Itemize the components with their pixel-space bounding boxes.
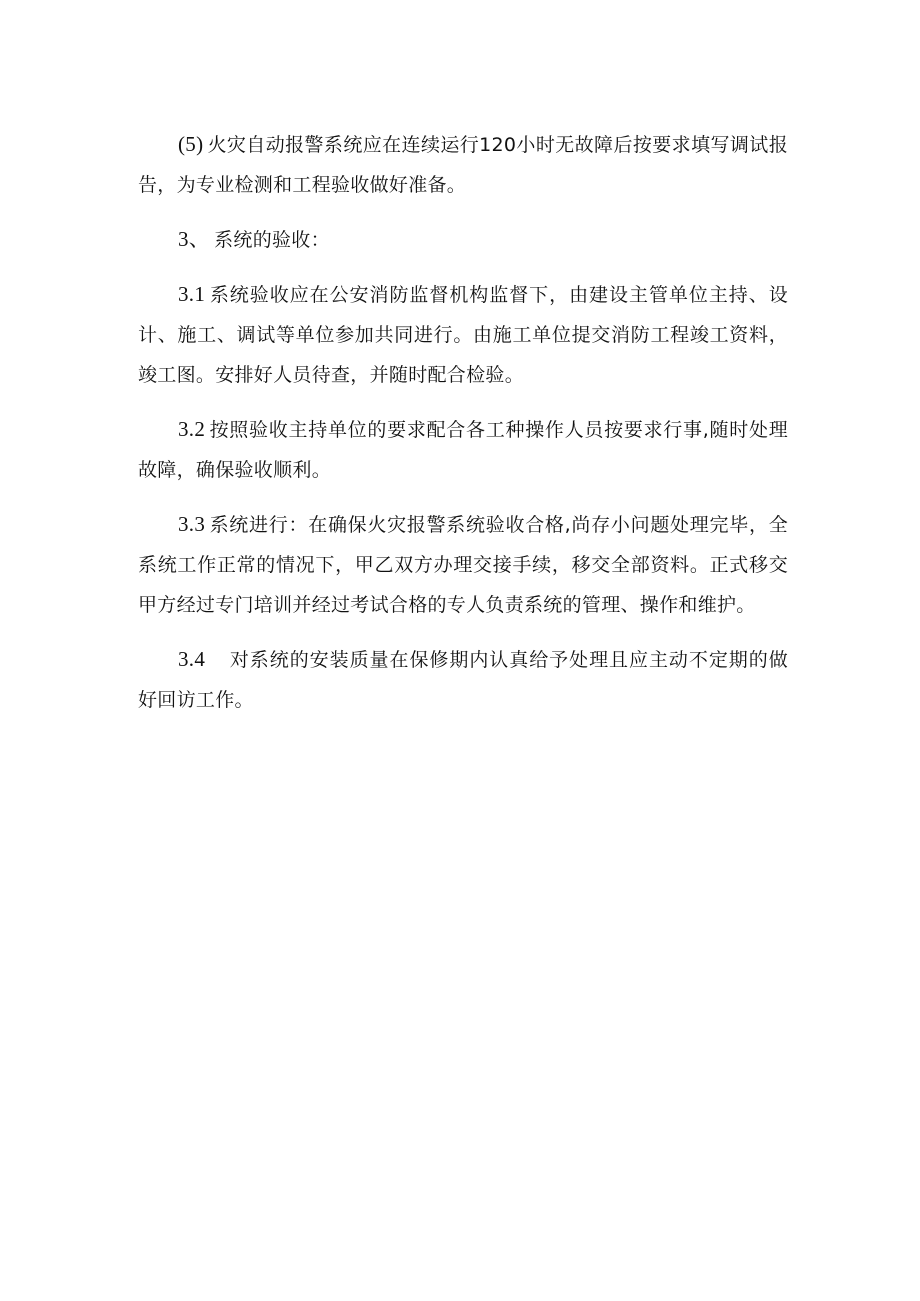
paragraph-3-2 <box>138 409 788 490</box>
section-number: 3、 <box>178 227 211 251</box>
section-title: 系统的验收： <box>214 229 330 251</box>
paragraph-number: 3.2 <box>178 417 206 441</box>
paragraph-number: 3.4 <box>178 647 206 671</box>
paragraph-3-1 <box>138 274 788 395</box>
paragraph-text: 对系统的安装质量在保修期内认真给予处理且应主动不定期的做好回访工作。 <box>138 649 788 711</box>
document-body <box>138 124 788 734</box>
paragraph-number: 3.3 <box>178 512 206 536</box>
paragraph-text: 系统验收应在公安消防监督机构监督下，由建设主管单位主持、设计、施工、调试等单位参加共同进行。由施工单位提交消防工程竣工资料，竣工图。安排好人员待查，并随时配合检验。 <box>138 284 788 386</box>
paragraph-text: 火灾自动报警系统应在连续运行120小时无故障后按要求填写调试报告，为专业检测和工程验收做好准备。 <box>138 134 788 196</box>
paragraph-text: 系统进行：在确保火灾报警系统验收合格,尚存小问题处理完毕，全系统工作正常的情况下，甲乙双方办理交接手续，移交全部资料。正式移交甲方经过专门培训并经过考试合格的专人负责系统的管理、操作和维护。 <box>138 514 788 616</box>
paragraph-item-5 <box>138 124 788 205</box>
paragraph-3-4 <box>138 639 788 720</box>
paragraph-number: (5) <box>178 132 204 156</box>
paragraph-number: 3.1 <box>178 282 206 306</box>
paragraph-3-3 <box>138 504 788 625</box>
paragraph-text: 按照验收主持单位的要求配合各工种操作人员按要求行事,随时处理故障，确保验收顺利。 <box>138 419 788 481</box>
section-heading-acceptance <box>138 219 788 260</box>
